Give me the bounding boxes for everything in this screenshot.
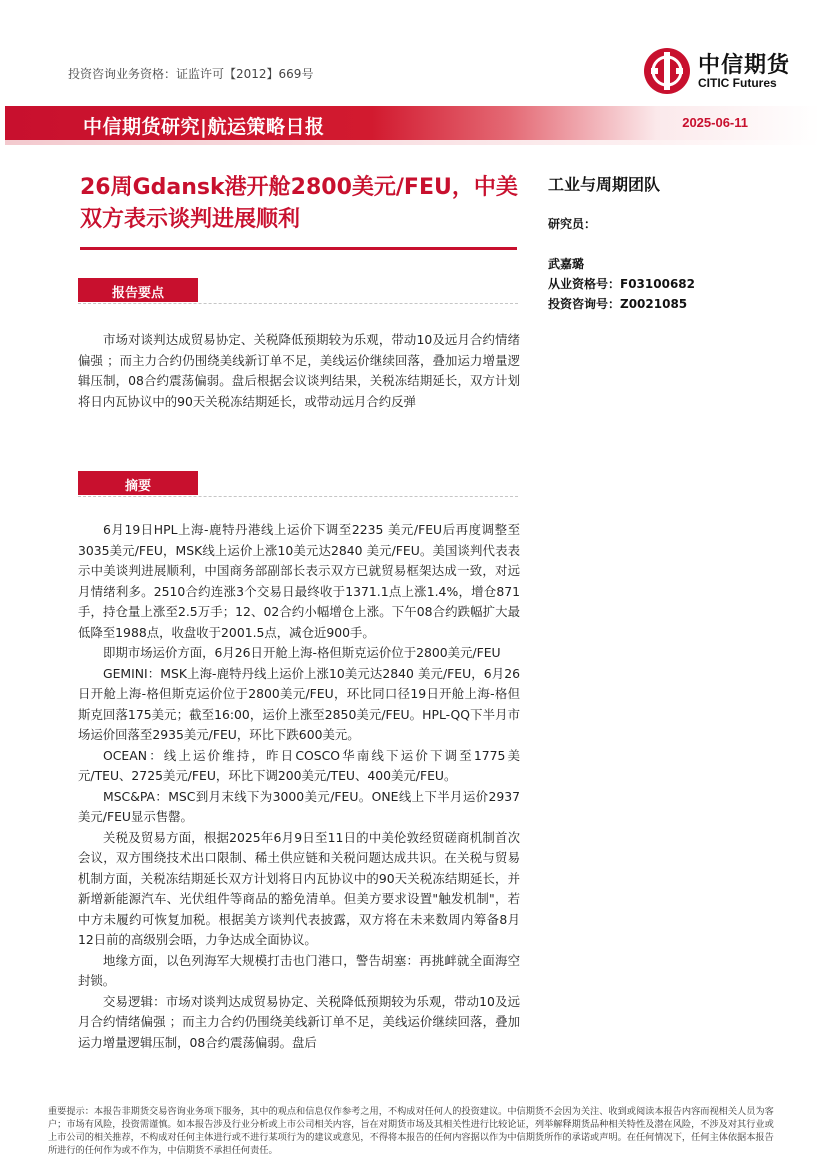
abstract-body [78,520,520,1053]
abstract-paragraph: 地缘方面，以色列海军大规模打击也门港口，警告胡塞：再挑衅就全面海空封锁。 [78,952,520,988]
abstract-paragraph: 交易逻辑：市场对谈判达成贸易协定、关税降低预期较为乐观，带动10及远月合约情绪偏强 ；而主力合约仍围绕美线新订单不足，美线运价继续回落，叠加运力增量逻辑压制，08合约震荡偏弱。盘后 [78,993,520,1050]
abstract-paragraph: OCEAN：线上运价维持，昨日COSCO华南线下运价下调至1775美元/TEU、2725美元/FEU，环比下调200美元/TEU、400美元/FEU。 [78,747,520,783]
report-date: 2025-06-11 [682,115,748,130]
section-label: 报告要点 [111,286,164,301]
logo-en: CITIC Futures [698,76,777,90]
abstract-paragraph: GEMINI：MSK上海-鹿特丹线上运价上涨10美元达2840 美元/FEU，6月26日开舱上海-格但斯克运价位于2800美元/FEU，环比同口径19日开舱上海-格但斯克回落175美元；截至16:00，运价上涨至2850美元/FEU。HPL-QQ下半月市场运价回落至2935美元/FEU，环比下跌600美元。 [78,665,520,742]
abstract-paragraph: 6月19日HPL上海-鹿特丹港线上运价下调至2235 美元/FEU后再度调整至3035美元/FEU，MSK线上运价上涨10美元达2840 美元/FEU。美国谈判代表表示中美谈判进展顺利，中国商务部副部长表示双方已就贸易框架达成一致，对远月情绪利多。2510合约连涨3个交易日最终收于1371.1点上涨1.4%，增仓871手，持仓量上涨至2.5万手；12、02合约小幅增仓上涨。下午08合约跌幅扩大最低降至1988点，收盘收于2001.5点，减仓近900手。 [78,522,520,640]
banner-title: 中信期货研究|航运策略日报 [83,116,325,138]
report-banner [5,106,820,140]
logo-cn: 中信期货 [698,53,791,78]
report-title: 26周Gdansk港开舱2800美元/FEU，中美双方表示谈判进展顺利 [80,175,518,232]
company-logo [642,44,804,98]
section-tag-abstract [78,471,198,495]
analyst-name: 武嘉璐 [548,257,585,271]
license-text: 投资咨询业务资格：证监许可【2012】669号 [68,67,314,81]
title-divider [80,247,517,250]
summary-paragraph: 市场对谈判达成贸易协定、关税降低预期较为乐观，带动10及远月合约情绪偏强 ；而主力合约仍围绕美线新订单不足，美线运价继续回落，叠加运力增量逻辑压制，08合约震荡偏弱。盘后根据会议谈判结果，关税冻结期延长，双方计划将日内瓦协议中的90天关税冻结期延长，或带动远月合约反弹 [78,332,520,409]
section-divider [78,496,518,498]
citic-logo-icon [642,46,692,96]
section-label: 摘要 [124,479,151,494]
practice-license-number: 从业资格号：F03100682 [548,277,695,291]
section-divider [78,303,518,305]
consulting-license-number: 投资咨询号：Z0021085 [548,297,688,311]
abstract-paragraph: 即期市场运价方面，6月26日开舱上海-格但斯克运价位于2800美元/FEU [103,645,501,660]
disclaimer-footer: 重要提示：本报告非期货交易咨询业务项下服务，其中的观点和信息仅作参考之用，不构成对任何人的投资建议。中信期货不会因为关注、收到或阅读本报告内容而视相关人员为客户；市场有风险，投资需谨慎。如本报告涉及行业分析或上市公司相关内容，旨在对期货市场及其相关性进行比较论证，列举解释期货品种相关特性及潜在风险，不涉及对其行业或上市公司的相关推荐，不构成对任何主体进行或不进行某项行为的建议或意见，不得将本报告的任何内容据以作为中信期货所作的承诺或声明。在任何情况下，任何主体依据本报告所进行的任何作为或不作为，中信期货不承担任何责任。 [48,1106,774,1156]
section-tag-summary [78,278,198,302]
abstract-paragraph: MSC&PA：MSC到月末线下为3000美元/FEU。ONE线上下半月运价2937美元/FEU显示售罄。 [78,788,520,824]
abstract-paragraph: 关税及贸易方面，根据2025年6月9日至11日的中美伦敦经贸磋商机制首次会议，双方围绕技术出口限制、稀土供应链和关税问题达成共识。在关税与贸易机制方面，关税冻结期延长双方计划将日内瓦协议中的90天关税冻结期延长，并新增新能源汽车、光伏组件等商品的豁免清单。但美方要求设置"触发机制"，若中方未履约可恢复加税。根据美方谈判代表披露，双方将在未来数周内筹备8月12日前的高级别会晤，力争达成全面协议。 [78,829,520,947]
team-name: 工业与周期团队 [548,175,661,194]
analyst-label: 研究员： [548,217,597,231]
